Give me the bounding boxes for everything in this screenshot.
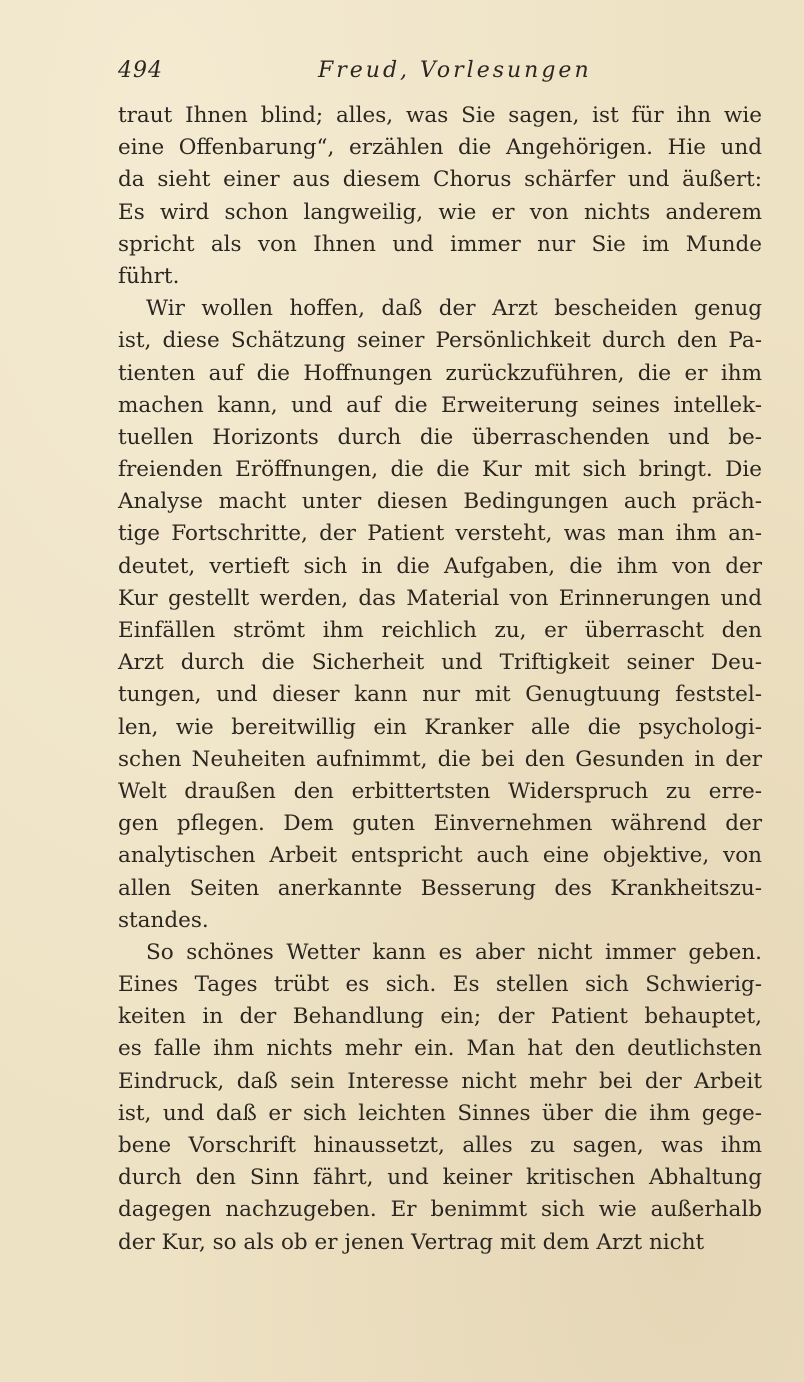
text-line: Arzt durch die Sicherheit und Triftigkeit seiner Deu- xyxy=(118,650,762,676)
text-line: dagegen nachzugeben. Er benimmt sich wie außerhalb xyxy=(118,1197,762,1223)
text-line: Eindruck, daß sein Interesse nicht mehr bei der Arbeit xyxy=(118,1068,762,1094)
text-line: durch den Sinn fährt, und keiner kritischen Abhaltung xyxy=(118,1165,762,1191)
paragraph xyxy=(118,100,762,293)
text-line: tienten auf die Hoffnungen zurückzuführen, die er ihm xyxy=(118,360,762,386)
text-line: analytischen Arbeit entspricht auch eine objektive, von xyxy=(118,843,762,869)
text-line: machen kann, und auf die Erweiterung seines intellek- xyxy=(118,392,762,418)
text-line: Wir wollen hoffen, daß der Arzt bescheiden genug xyxy=(146,296,762,322)
text-line: standes. xyxy=(118,907,209,933)
text-line: es falle ihm nichts mehr ein. Man hat den deutlichsten xyxy=(118,1036,762,1062)
text-line: gen pflegen. Dem guten Einvernehmen während der xyxy=(118,811,762,837)
text-line: ist, und daß er sich leichten Sinnes über die ihm gege- xyxy=(118,1100,762,1126)
text-line: Es wird schon langweilig, wie er von nichts anderem xyxy=(118,199,762,225)
text-line: Eines Tages trübt es sich. Es stellen sich Schwierig- xyxy=(118,972,762,998)
text-line: tuellen Horizonts durch die überraschenden und be- xyxy=(118,424,762,450)
text-line: schen Neuheiten aufnimmt, die bei den Gesunden in der xyxy=(118,746,762,772)
text-line: ist, diese Schätzung seiner Persönlichkeit durch den Pa- xyxy=(118,328,762,354)
text-line: Einfällen strömt ihm reichlich zu, er überrascht den xyxy=(118,618,762,643)
text-line: tungen, und dieser kann nur mit Genugtuung feststel- xyxy=(118,682,762,708)
running-title: Freud, Vorlesungen xyxy=(318,58,592,83)
text-line: allen Seiten anerkannte Besserung des Krankheitszu- xyxy=(118,875,762,901)
text-line: eine Offenbarung“, erzählen die Angehörigen. Hie und xyxy=(118,135,762,161)
text-line: da sieht einer aus diesem Chorus schärfer und äußert: xyxy=(118,167,762,193)
text-line: Welt draußen den erbittertsten Widerspruch zu erre- xyxy=(118,778,762,804)
text-line: tige Fortschritte, der Patient versteht, was man ihm an- xyxy=(118,521,762,547)
text-line: len, wie bereitwillig ein Kranker alle die psychologi- xyxy=(118,714,762,740)
text-line: führt. xyxy=(118,263,180,289)
body-text xyxy=(118,100,762,1259)
page-header xyxy=(118,58,758,98)
text-line: spricht als von Ihnen und immer nur Sie im Munde xyxy=(118,231,762,257)
text-line: bene Vorschrift hinaussetzt, alles zu sagen, was ihm xyxy=(118,1133,762,1158)
paragraph xyxy=(118,293,762,937)
page-number: 494 xyxy=(118,58,163,83)
text-line: Kur gestellt werden, das Material von Erinnerungen und xyxy=(118,585,762,611)
text-line: der Kur, so als ob er jenen Vertrag mit dem Arzt nicht xyxy=(118,1229,705,1255)
text-line: keiten in der Behandlung ein; der Patient behauptet, xyxy=(118,1004,762,1030)
text-line: freienden Eröffnungen, die die Kur mit sich bringt. Die xyxy=(118,457,762,483)
text-line: Analyse macht unter diesen Bedingungen auch präch- xyxy=(118,489,762,515)
text-line: deutet, vertieft sich in die Aufgaben, die ihm von der xyxy=(118,553,762,579)
text-line: So schönes Wetter kann es aber nicht immer geben. xyxy=(146,939,762,965)
paragraph xyxy=(118,937,762,1259)
text-line: traut Ihnen blind; alles, was Sie sagen, ist für ihn wie xyxy=(118,103,762,128)
